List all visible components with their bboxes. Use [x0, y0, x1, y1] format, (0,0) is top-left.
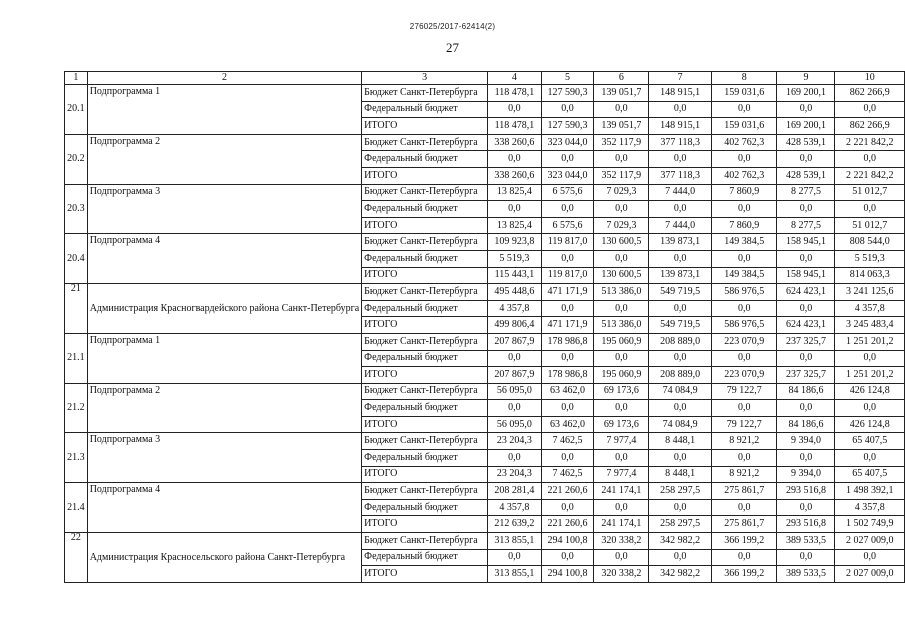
funding-source: ИТОГО: [362, 217, 488, 234]
value-cell: 258 297,5: [649, 516, 712, 533]
value-cell: 7 860,9: [711, 217, 777, 234]
value-cell: 0,0: [487, 549, 541, 566]
value-cell: 377 118,3: [649, 134, 712, 151]
total-value-cell: 2 027 009,0: [835, 533, 905, 550]
value-cell: 56 095,0: [487, 383, 541, 400]
value-cell: 0,0: [594, 201, 649, 218]
funding-source: Бюджет Санкт-Петербурга: [362, 533, 488, 550]
value-cell: 352 117,9: [594, 134, 649, 151]
total-value-cell: 3 241 125,6: [835, 284, 905, 301]
value-cell: 208 889,0: [649, 333, 712, 350]
value-cell: 6 575,6: [541, 217, 594, 234]
total-value-cell: 0,0: [835, 450, 905, 467]
value-cell: 149 384,5: [711, 234, 777, 251]
value-cell: 352 117,9: [594, 167, 649, 184]
value-cell: 9 394,0: [777, 433, 835, 450]
total-value-cell: 426 124,8: [835, 383, 905, 400]
value-cell: 293 516,8: [777, 516, 835, 533]
value-cell: 402 762,3: [711, 167, 777, 184]
subprogram-name: Подпрограмма 3: [87, 433, 361, 483]
value-cell: 178 986,8: [541, 367, 594, 384]
funding-source: Федеральный бюджет: [362, 549, 488, 566]
value-cell: 338 260,6: [487, 167, 541, 184]
total-value-cell: 4 357,8: [835, 300, 905, 317]
subprogram-name: Подпрограмма 1: [87, 333, 361, 383]
value-cell: 0,0: [777, 101, 835, 118]
value-cell: 7 029,3: [594, 184, 649, 201]
funding-source: Федеральный бюджет: [362, 499, 488, 516]
value-cell: 158 945,1: [777, 234, 835, 251]
value-cell: 377 118,3: [649, 167, 712, 184]
value-cell: 0,0: [711, 250, 777, 267]
value-cell: 74 084,9: [649, 383, 712, 400]
value-cell: 0,0: [711, 499, 777, 516]
value-cell: 223 070,9: [711, 333, 777, 350]
value-cell: 4 357,8: [487, 499, 541, 516]
value-cell: 79 122,7: [711, 383, 777, 400]
table-row: [65, 184, 905, 201]
total-value-cell: 51 012,7: [835, 217, 905, 234]
value-cell: 13 825,4: [487, 184, 541, 201]
value-cell: 8 448,1: [649, 466, 712, 483]
value-cell: 221 260,6: [541, 516, 594, 533]
header-cell: 5: [541, 72, 594, 85]
value-cell: 84 186,6: [777, 416, 835, 433]
value-cell: 0,0: [711, 151, 777, 168]
value-cell: 237 325,7: [777, 367, 835, 384]
value-cell: 0,0: [594, 250, 649, 267]
value-cell: 0,0: [649, 151, 712, 168]
total-value-cell: 65 407,5: [835, 466, 905, 483]
funding-source: ИТОГО: [362, 367, 488, 384]
subprogram-name: Подпрограмма 2: [87, 134, 361, 184]
value-cell: 0,0: [541, 450, 594, 467]
subprogram-name: Подпрограмма 4: [87, 483, 361, 533]
value-cell: 0,0: [711, 300, 777, 317]
value-cell: 159 031,6: [711, 85, 777, 102]
value-cell: 63 462,0: [541, 383, 594, 400]
funding-source: Федеральный бюджет: [362, 201, 488, 218]
value-cell: 74 084,9: [649, 416, 712, 433]
value-cell: 139 873,1: [649, 234, 712, 251]
table-row: [65, 433, 905, 450]
total-value-cell: 0,0: [835, 400, 905, 417]
value-cell: 0,0: [594, 400, 649, 417]
value-cell: 275 861,7: [711, 516, 777, 533]
total-value-cell: 814 063,3: [835, 267, 905, 284]
value-cell: 293 516,8: [777, 483, 835, 500]
header-cell: 3: [362, 72, 488, 85]
value-cell: 0,0: [711, 101, 777, 118]
value-cell: 207 867,9: [487, 333, 541, 350]
header-cell: 10: [835, 72, 905, 85]
value-cell: 624 423,1: [777, 284, 835, 301]
value-cell: 0,0: [649, 400, 712, 417]
total-value-cell: 65 407,5: [835, 433, 905, 450]
funding-source: Федеральный бюджет: [362, 250, 488, 267]
subprogram-name: Подпрограмма 1: [87, 85, 361, 135]
value-cell: 366 199,2: [711, 533, 777, 550]
value-cell: 0,0: [649, 450, 712, 467]
value-cell: 549 719,5: [649, 284, 712, 301]
value-cell: 0,0: [541, 549, 594, 566]
total-value-cell: 0,0: [835, 101, 905, 118]
value-cell: 127 590,3: [541, 85, 594, 102]
value-cell: 275 861,7: [711, 483, 777, 500]
value-cell: 0,0: [541, 101, 594, 118]
budget-table: [64, 71, 905, 583]
header-row: [65, 72, 905, 85]
value-cell: 313 855,1: [487, 533, 541, 550]
value-cell: 148 915,1: [649, 85, 712, 102]
funding-source: Федеральный бюджет: [362, 450, 488, 467]
table-row: [65, 85, 905, 102]
funding-source: ИТОГО: [362, 416, 488, 433]
value-cell: 0,0: [777, 250, 835, 267]
funding-source: Бюджет Санкт-Петербурга: [362, 134, 488, 151]
header-cell: 7: [649, 72, 712, 85]
value-cell: 0,0: [487, 101, 541, 118]
value-cell: 0,0: [649, 499, 712, 516]
value-cell: 7 977,4: [594, 433, 649, 450]
value-cell: 84 186,6: [777, 383, 835, 400]
value-cell: 130 600,5: [594, 267, 649, 284]
total-value-cell: 2 221 842,2: [835, 134, 905, 151]
funding-source: ИТОГО: [362, 466, 488, 483]
funding-source: Бюджет Санкт-Петербурга: [362, 483, 488, 500]
row-index: 20.3: [65, 184, 88, 234]
value-cell: 148 915,1: [649, 118, 712, 135]
total-value-cell: 0,0: [835, 549, 905, 566]
header-cell: 8: [711, 72, 777, 85]
total-value-cell: 808 544,0: [835, 234, 905, 251]
value-cell: 7 462,5: [541, 433, 594, 450]
value-cell: 195 060,9: [594, 367, 649, 384]
value-cell: 0,0: [541, 499, 594, 516]
table-body: [65, 72, 905, 583]
value-cell: 159 031,6: [711, 118, 777, 135]
value-cell: 0,0: [649, 101, 712, 118]
value-cell: 0,0: [594, 101, 649, 118]
organization-name: Администрация Красносельского района Санкт-Петербурга: [87, 533, 361, 583]
value-cell: 0,0: [777, 549, 835, 566]
value-cell: 7 860,9: [711, 184, 777, 201]
value-cell: 0,0: [594, 549, 649, 566]
value-cell: 139 873,1: [649, 267, 712, 284]
page-number: 27: [446, 40, 459, 55]
total-value-cell: 1 498 392,1: [835, 483, 905, 500]
value-cell: 0,0: [777, 201, 835, 218]
value-cell: 338 260,6: [487, 134, 541, 151]
value-cell: 0,0: [594, 300, 649, 317]
value-cell: 320 338,2: [594, 533, 649, 550]
table-row: [65, 383, 905, 400]
funding-source: ИТОГО: [362, 566, 488, 583]
value-cell: 0,0: [541, 151, 594, 168]
value-cell: 0,0: [649, 549, 712, 566]
value-cell: 0,0: [649, 250, 712, 267]
value-cell: 241 174,1: [594, 483, 649, 500]
value-cell: 208 889,0: [649, 367, 712, 384]
value-cell: 0,0: [649, 300, 712, 317]
funding-source: Бюджет Санкт-Петербурга: [362, 284, 488, 301]
funding-source: Бюджет Санкт-Петербурга: [362, 85, 488, 102]
value-cell: 0,0: [541, 250, 594, 267]
total-value-cell: 1 502 749,9: [835, 516, 905, 533]
value-cell: 402 762,3: [711, 134, 777, 151]
funding-source: Федеральный бюджет: [362, 400, 488, 417]
value-cell: 549 719,5: [649, 317, 712, 334]
value-cell: 208 281,4: [487, 483, 541, 500]
value-cell: 0,0: [487, 400, 541, 417]
header-cell: 2: [87, 72, 361, 85]
value-cell: 5 519,3: [487, 250, 541, 267]
table-row: [65, 134, 905, 151]
value-cell: 195 060,9: [594, 333, 649, 350]
funding-source: ИТОГО: [362, 516, 488, 533]
value-cell: 130 600,5: [594, 234, 649, 251]
value-cell: 499 806,4: [487, 317, 541, 334]
row-index: 22: [65, 533, 88, 583]
value-cell: 0,0: [711, 201, 777, 218]
value-cell: 513 386,0: [594, 284, 649, 301]
total-value-cell: 5 519,3: [835, 250, 905, 267]
total-value-cell: 0,0: [835, 350, 905, 367]
value-cell: 0,0: [777, 499, 835, 516]
value-cell: 7 029,3: [594, 217, 649, 234]
value-cell: 294 100,8: [541, 566, 594, 583]
total-value-cell: 862 266,9: [835, 118, 905, 135]
table-row: [65, 284, 905, 301]
funding-source: Бюджет Санкт-Петербурга: [362, 433, 488, 450]
value-cell: 23 204,3: [487, 433, 541, 450]
value-cell: 428 539,1: [777, 134, 835, 151]
value-cell: 0,0: [487, 201, 541, 218]
funding-source: Федеральный бюджет: [362, 350, 488, 367]
value-cell: 223 070,9: [711, 367, 777, 384]
value-cell: 241 174,1: [594, 516, 649, 533]
value-cell: 0,0: [541, 300, 594, 317]
row-index: 21: [65, 284, 88, 334]
value-cell: 389 533,5: [777, 566, 835, 583]
total-value-cell: 2 221 842,2: [835, 167, 905, 184]
value-cell: 624 423,1: [777, 317, 835, 334]
funding-source: Бюджет Санкт-Петербурга: [362, 184, 488, 201]
funding-source: ИТОГО: [362, 118, 488, 135]
value-cell: 69 173,6: [594, 383, 649, 400]
total-value-cell: 2 027 009,0: [835, 566, 905, 583]
row-index: 21.2: [65, 383, 88, 433]
row-index: 21.1: [65, 333, 88, 383]
value-cell: 7 444,0: [649, 217, 712, 234]
total-value-cell: 862 266,9: [835, 85, 905, 102]
value-cell: 0,0: [777, 450, 835, 467]
value-cell: 0,0: [711, 400, 777, 417]
value-cell: 471 171,9: [541, 284, 594, 301]
table-row: [65, 533, 905, 550]
funding-source: ИТОГО: [362, 167, 488, 184]
value-cell: 8 921,2: [711, 433, 777, 450]
total-value-cell: 0,0: [835, 151, 905, 168]
value-cell: 118 478,1: [487, 118, 541, 135]
value-cell: 0,0: [711, 350, 777, 367]
value-cell: 115 443,1: [487, 267, 541, 284]
total-value-cell: 1 251 201,2: [835, 367, 905, 384]
value-cell: 0,0: [541, 400, 594, 417]
value-cell: 428 539,1: [777, 167, 835, 184]
value-cell: 0,0: [487, 350, 541, 367]
value-cell: 513 386,0: [594, 317, 649, 334]
value-cell: 7 444,0: [649, 184, 712, 201]
value-cell: 79 122,7: [711, 416, 777, 433]
value-cell: 212 639,2: [487, 516, 541, 533]
value-cell: 221 260,6: [541, 483, 594, 500]
value-cell: 4 357,8: [487, 300, 541, 317]
value-cell: 0,0: [594, 499, 649, 516]
total-value-cell: 426 124,8: [835, 416, 905, 433]
value-cell: 323 044,0: [541, 134, 594, 151]
value-cell: 366 199,2: [711, 566, 777, 583]
row-index: 21.4: [65, 483, 88, 533]
row-index: 20.1: [65, 85, 88, 135]
value-cell: 586 976,5: [711, 284, 777, 301]
header-cell: 9: [777, 72, 835, 85]
value-cell: 0,0: [649, 201, 712, 218]
value-cell: 0,0: [594, 350, 649, 367]
value-cell: 8 277,5: [777, 217, 835, 234]
organization-name: Администрация Красногвардейского района Санкт-Петербурга: [87, 284, 361, 334]
funding-source: Бюджет Санкт-Петербурга: [362, 383, 488, 400]
value-cell: 56 095,0: [487, 416, 541, 433]
value-cell: 320 338,2: [594, 566, 649, 583]
value-cell: 139 051,7: [594, 85, 649, 102]
value-cell: 127 590,3: [541, 118, 594, 135]
value-cell: 23 204,3: [487, 466, 541, 483]
header-cell: 1: [65, 72, 88, 85]
value-cell: 8 921,2: [711, 466, 777, 483]
funding-source: Бюджет Санкт-Петербурга: [362, 333, 488, 350]
total-value-cell: 3 245 483,4: [835, 317, 905, 334]
value-cell: 169 200,1: [777, 118, 835, 135]
subprogram-name: Подпрограмма 4: [87, 234, 361, 284]
value-cell: 0,0: [594, 450, 649, 467]
total-value-cell: 0,0: [835, 201, 905, 218]
row-index: 20.4: [65, 234, 88, 284]
value-cell: 178 986,8: [541, 333, 594, 350]
value-cell: 0,0: [487, 450, 541, 467]
header-cell: 4: [487, 72, 541, 85]
table-row: [65, 234, 905, 251]
value-cell: 258 297,5: [649, 483, 712, 500]
value-cell: 586 976,5: [711, 317, 777, 334]
funding-source: Федеральный бюджет: [362, 101, 488, 118]
table-row: [65, 483, 905, 500]
value-cell: 158 945,1: [777, 267, 835, 284]
subprogram-name: Подпрограмма 2: [87, 383, 361, 433]
value-cell: 119 817,0: [541, 234, 594, 251]
row-index: 20.2: [65, 134, 88, 184]
value-cell: 0,0: [487, 151, 541, 168]
value-cell: 0,0: [711, 450, 777, 467]
funding-source: ИТОГО: [362, 267, 488, 284]
value-cell: 109 923,8: [487, 234, 541, 251]
funding-source: Федеральный бюджет: [362, 151, 488, 168]
value-cell: 169 200,1: [777, 85, 835, 102]
total-value-cell: 1 251 201,2: [835, 333, 905, 350]
value-cell: 7 462,5: [541, 466, 594, 483]
value-cell: 8 277,5: [777, 184, 835, 201]
value-cell: 9 394,0: [777, 466, 835, 483]
value-cell: 207 867,9: [487, 367, 541, 384]
total-value-cell: 51 012,7: [835, 184, 905, 201]
table-row: [65, 333, 905, 350]
value-cell: 0,0: [777, 151, 835, 168]
value-cell: 119 817,0: [541, 267, 594, 284]
value-cell: 6 575,6: [541, 184, 594, 201]
value-cell: 118 478,1: [487, 85, 541, 102]
row-index: 21.3: [65, 433, 88, 483]
value-cell: 63 462,0: [541, 416, 594, 433]
value-cell: 313 855,1: [487, 566, 541, 583]
value-cell: 0,0: [594, 151, 649, 168]
value-cell: 389 533,5: [777, 533, 835, 550]
value-cell: 69 173,6: [594, 416, 649, 433]
value-cell: 0,0: [649, 350, 712, 367]
value-cell: 7 977,4: [594, 466, 649, 483]
value-cell: 0,0: [777, 400, 835, 417]
value-cell: 0,0: [541, 350, 594, 367]
funding-source: Бюджет Санкт-Петербурга: [362, 234, 488, 251]
value-cell: 13 825,4: [487, 217, 541, 234]
value-cell: 149 384,5: [711, 267, 777, 284]
total-value-cell: 4 357,8: [835, 499, 905, 516]
value-cell: 0,0: [777, 300, 835, 317]
value-cell: 294 100,8: [541, 533, 594, 550]
value-cell: 0,0: [777, 350, 835, 367]
value-cell: 0,0: [711, 549, 777, 566]
header-cell: 6: [594, 72, 649, 85]
value-cell: 342 982,2: [649, 533, 712, 550]
funding-source: ИТОГО: [362, 317, 488, 334]
subprogram-name: Подпрограмма 3: [87, 184, 361, 234]
value-cell: 0,0: [541, 201, 594, 218]
funding-source: Федеральный бюджет: [362, 300, 488, 317]
document-id: 276025/2017-62414(2): [409, 22, 496, 31]
value-cell: 471 171,9: [541, 317, 594, 334]
value-cell: 237 325,7: [777, 333, 835, 350]
value-cell: 495 448,6: [487, 284, 541, 301]
value-cell: 342 982,2: [649, 566, 712, 583]
value-cell: 139 051,7: [594, 118, 649, 135]
value-cell: 323 044,0: [541, 167, 594, 184]
value-cell: 8 448,1: [649, 433, 712, 450]
